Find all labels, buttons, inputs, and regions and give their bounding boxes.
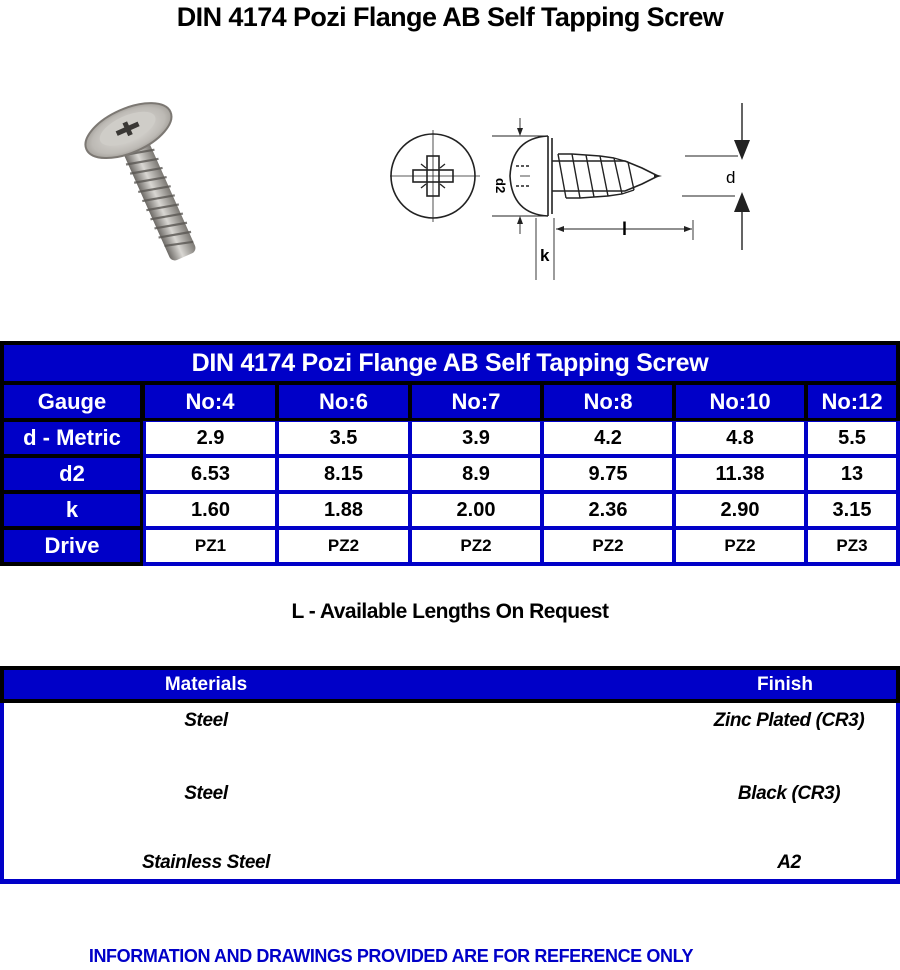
- table-row-d2: [0, 458, 900, 490]
- screw-photo: [60, 84, 240, 274]
- technical-drawing: [390, 98, 770, 280]
- table-cell: 9.75: [544, 458, 672, 490]
- table-cell: PZ2: [279, 530, 408, 562]
- materials-header-label: Materials: [164, 674, 248, 695]
- table-cell: 8.9: [412, 458, 540, 490]
- materials-row: [4, 706, 896, 736]
- finish-cell: Zinc Plated (CR3): [713, 710, 865, 731]
- table-cell: PZ3: [808, 530, 896, 562]
- material-cell: Stainless Steel: [141, 852, 271, 873]
- finish-cell: Black (CR3): [737, 783, 841, 804]
- table-cell: 2.9: [146, 422, 275, 454]
- table-cell: 2.90: [676, 494, 804, 526]
- material-cell: Steel: [184, 783, 228, 804]
- table-cell: 1.60: [146, 494, 275, 526]
- material-cell: Steel: [184, 710, 228, 731]
- gauge-header-row: [0, 385, 900, 418]
- table-cell: 5.5: [808, 422, 896, 454]
- table-row-drive: [0, 530, 900, 562]
- page-title: DIN 4174 Pozi Flange AB Self Tapping Screw: [176, 2, 724, 32]
- gauge-no10: No:10: [676, 385, 804, 418]
- d-label: d: [726, 168, 736, 187]
- table-cell: 4.8: [676, 422, 804, 454]
- row-label: Drive: [4, 530, 140, 562]
- table-cell: 6.53: [146, 458, 275, 490]
- table-row-d-metric: [0, 422, 900, 454]
- table-cell: 8.15: [279, 458, 408, 490]
- spec-table-title: DIN 4174 Pozi Flange AB Self Tapping Screw: [4, 345, 896, 381]
- table-cell: 1.88: [279, 494, 408, 526]
- gauge-no12: No:12: [808, 385, 896, 418]
- gauge-no8: No:8: [544, 385, 672, 418]
- materials-table: [0, 666, 900, 884]
- finish-header-label: Finish: [757, 674, 813, 695]
- disclaimer-footer: INFORMATION AND DRAWINGS PROVIDED ARE FOR REFERENCE ONLY: [88, 946, 694, 966]
- gauge-label: Gauge: [4, 385, 140, 418]
- gauge-no6: No:6: [279, 385, 408, 418]
- k-label: k: [540, 246, 550, 265]
- table-cell: 4.2: [544, 422, 672, 454]
- table-cell: 3.5: [279, 422, 408, 454]
- table-cell: 11.38: [676, 458, 804, 490]
- screw-photo-icon: [60, 84, 240, 274]
- materials-body: [0, 703, 900, 884]
- lengths-note: L - Available Lengths On Request: [291, 600, 609, 623]
- table-cell: PZ2: [412, 530, 540, 562]
- materials-row: [4, 848, 896, 878]
- materials-row: [4, 779, 896, 809]
- table-cell: 13: [808, 458, 896, 490]
- finish-cell: A2: [777, 852, 801, 873]
- table-cell: PZ1: [146, 530, 275, 562]
- materials-header: [0, 666, 900, 703]
- gauge-no4: No:4: [145, 385, 275, 418]
- table-cell: 3.15: [808, 494, 896, 526]
- table-cell: PZ2: [676, 530, 804, 562]
- spec-table: [0, 341, 900, 566]
- row-label: d2: [4, 458, 140, 490]
- row-label: d - Metric: [4, 422, 140, 454]
- l-label: l: [622, 219, 628, 239]
- table-cell: 3.9: [412, 422, 540, 454]
- d2-label: d2: [493, 178, 508, 194]
- row-label: k: [4, 494, 140, 526]
- table-row-k: [0, 494, 900, 526]
- table-cell: PZ2: [544, 530, 672, 562]
- table-cell: 2.36: [544, 494, 672, 526]
- gauge-no7: No:7: [412, 385, 540, 418]
- table-cell: 2.00: [412, 494, 540, 526]
